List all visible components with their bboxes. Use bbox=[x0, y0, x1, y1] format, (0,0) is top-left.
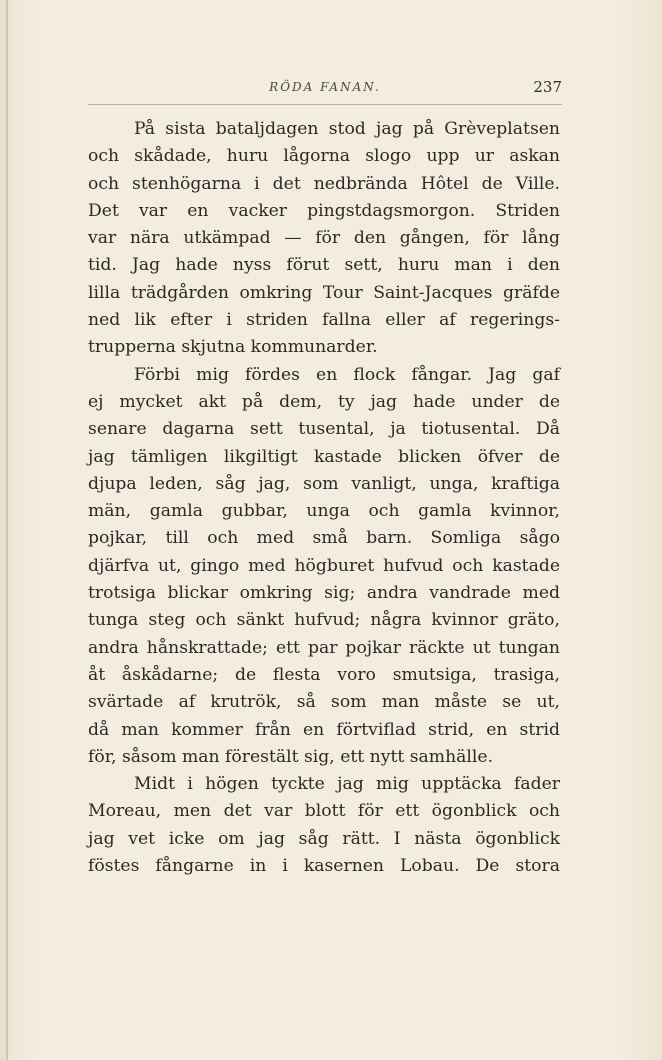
text-line: jag vet icke om jag såg rätt. I nästa ögonblick bbox=[88, 828, 560, 849]
text-line: och stenhögarna i det nedbrända Hôtel de Ville. bbox=[88, 173, 560, 194]
text-line: tunga steg och sänkt hufvud; några kvinnor gräto, bbox=[88, 610, 560, 631]
text-line: På sista bataljdagen stod jag på Grèveplatsen bbox=[134, 119, 560, 139]
text-line: män, gamla gubbar, unga och gamla kvinnor, bbox=[88, 501, 560, 522]
text-line: för, såsom man förestält sig, ett nytt samhälle. bbox=[88, 746, 494, 767]
body-text bbox=[88, 116, 560, 880]
text-line: djärfva ut, gingo med högburet hufvud och kastade bbox=[88, 555, 560, 576]
text-line: Det var en vacker pingstdagsmorgon. Striden bbox=[88, 200, 560, 221]
text-line: senare dagarna sett tusental, ja tiotusental. Då bbox=[88, 419, 560, 440]
text-line: ned lik efter i striden fallna eller af regerings- bbox=[88, 310, 560, 331]
text-line: trupperna skjutna kommunarder. bbox=[88, 337, 378, 358]
text-line: åt åskådarne; de flesta voro smutsiga, trasiga, bbox=[88, 664, 560, 685]
text-line: ej mycket akt på dem, ty jag hade under de bbox=[88, 391, 560, 412]
page-number: 237 bbox=[533, 78, 562, 96]
header-rule bbox=[88, 104, 562, 105]
text-line: trotsiga blickar omkring sig; andra vandrade med bbox=[88, 583, 560, 604]
page-gutter-edge bbox=[6, 0, 8, 1060]
text-line: Förbi mig fördes en flock fångar. Jag gaf bbox=[134, 364, 560, 385]
text-line: andra hånskrattade; ett par pojkar räckte ut tungan bbox=[88, 637, 560, 658]
text-line: djupa leden, såg jag, som vanligt, unga, kraftiga bbox=[88, 473, 560, 494]
text-line: Midt i högen tyckte jag mig upptäcka fader bbox=[134, 774, 560, 795]
text-line: pojkar, till och med små barn. Somliga sågo bbox=[88, 528, 560, 549]
text-line: svärtade af krutrök, så som man måste se ut, bbox=[88, 692, 560, 713]
text-line: Moreau, men det var blott för ett ögonblick och bbox=[88, 801, 560, 822]
text-line: jag tämligen likgiltigt kastade blicken öfver de bbox=[88, 446, 560, 467]
text-line: lilla trädgården omkring Tour Saint-Jacques gräfde bbox=[88, 282, 560, 303]
running-title: RÖDA FANAN. bbox=[269, 80, 381, 94]
running-head bbox=[88, 78, 562, 102]
text-line: och skådade, huru lågorna slogo upp ur askan bbox=[88, 146, 560, 167]
text-line: var nära utkämpad — för den gången, för lång bbox=[88, 228, 560, 249]
text-line: föstes fångarne in i kasernen Lobau. De stora bbox=[88, 856, 560, 877]
text-line: då man kommer från en förtviflad strid, en strid bbox=[88, 719, 560, 740]
text-line: tid. Jag hade nyss förut sett, huru man i den bbox=[88, 255, 560, 276]
